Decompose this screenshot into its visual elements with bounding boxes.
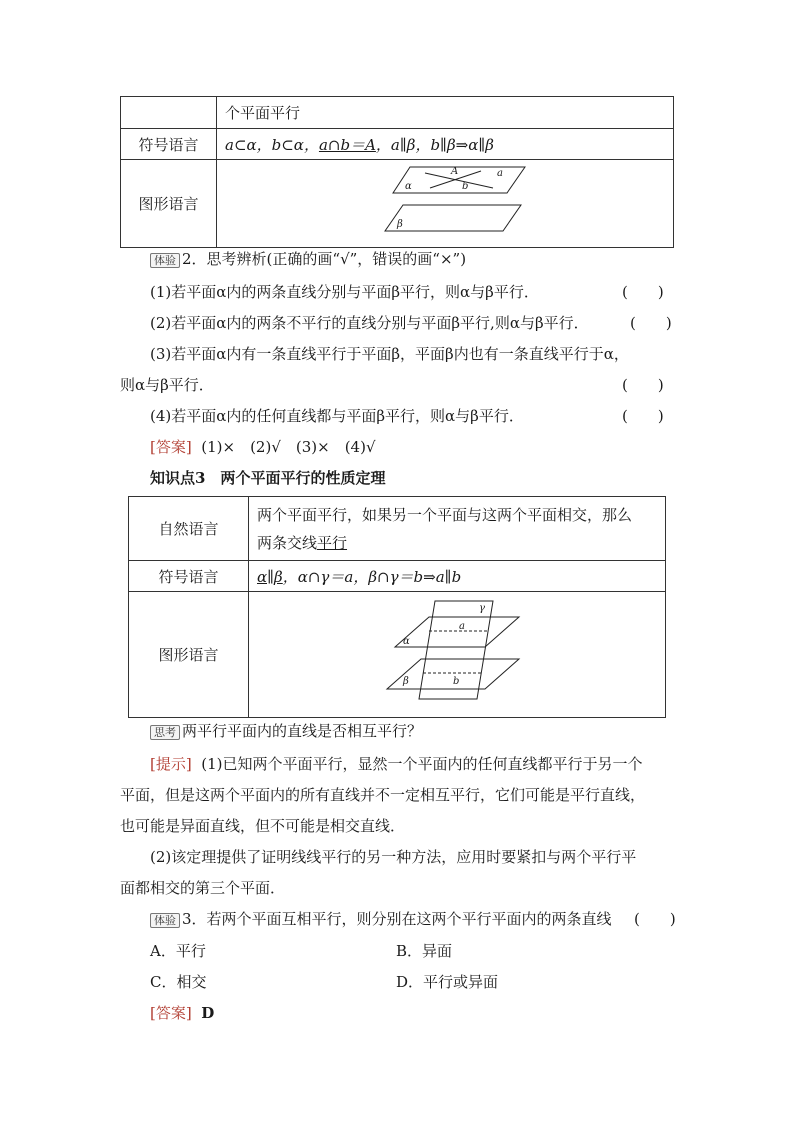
hint-text: (1)已知两个平面平行，显然一个平面内的任何直线都平行于另一个 xyxy=(201,755,643,773)
answer-text: (1)× (2)√ (3)× (4)√ xyxy=(201,438,376,456)
exercise-2-item-3-cont: 则α与β平行． xyxy=(120,376,214,394)
knowledge-point-3-title: 知识点3 两个平面平行的性质定理 xyxy=(150,469,386,487)
table-cell-natural xyxy=(249,497,666,561)
experience-badge: 体验 xyxy=(150,913,180,928)
hint-line-4: (2)该定理提供了证明线线平行的另一种方法，应用时要紧扣与两个平行平 xyxy=(150,848,637,866)
exercise-2-item-1: (1)若平面α内的两条直线分别与平面β平行，则α与β平行． xyxy=(150,283,539,301)
option-c: C．相交 xyxy=(150,973,207,991)
table-label-figure: 图形语言 xyxy=(121,160,217,248)
answer-paren-2: ( ) xyxy=(630,314,672,332)
exercise-2-item-2: (2)若平面α内的两条不平行的直线分别与平面β平行,则α与β平行． xyxy=(150,314,589,332)
plane-beta xyxy=(385,205,521,231)
natural-line-1: 两个平面平行，如果另一个平面与这两个平面相交，那么 xyxy=(257,505,633,524)
table-planes-parallel-property xyxy=(128,496,666,718)
label-a: a xyxy=(459,620,465,632)
planes-diagram-2 xyxy=(257,593,657,713)
answer-paren-3: ( ) xyxy=(622,376,664,394)
exercise-2-title xyxy=(150,248,466,269)
planes-diagram-1 xyxy=(225,161,665,243)
table-cell-symbol xyxy=(249,561,666,592)
exercise-3-answer xyxy=(150,1002,214,1023)
answer-label: [答案] xyxy=(150,1004,192,1022)
hint-line-1 xyxy=(150,753,643,774)
exercise-2-item-3: (3)若平面α内有一条直线平行于平面β，平面β内也有一条直线平行于α， xyxy=(150,345,629,363)
hint-line-5: 面都相交的第三个平面． xyxy=(120,879,286,897)
hint-line-3: 也可能是异面直线，但不可能是相交直线． xyxy=(120,817,406,835)
label-alpha: α xyxy=(403,635,410,647)
plane-alpha xyxy=(395,617,519,647)
hint-line-2: 平面，但是这两个平面内的所有直线并不一定相互平行，它们可能是平行直线， xyxy=(120,786,646,804)
table-label-natural: 自然语言 xyxy=(129,497,249,561)
table-cell-symbol xyxy=(217,129,674,160)
symbol-part: a⊂α，b⊂α， xyxy=(225,135,319,154)
label-A: A xyxy=(451,165,459,177)
table-cell-figure xyxy=(249,592,666,718)
symbol-part: ，α∩γ＝a，β∩γ＝b⇒a∥b xyxy=(282,567,462,586)
table-label-figure: 图形语言 xyxy=(129,592,249,718)
experience-badge: 体验 xyxy=(150,253,180,268)
table-label-symbol: 符号语言 xyxy=(129,561,249,592)
answer-text: D xyxy=(201,1004,215,1022)
label-gamma: γ xyxy=(479,602,485,614)
natural-line-2-underlined: 平行 xyxy=(317,533,348,552)
think-question-text: 两平行平面内的直线是否相互平行？ xyxy=(182,722,423,740)
exercise-2-answer xyxy=(150,436,376,457)
table-planes-parallel-criterion xyxy=(120,96,674,248)
hint-label: [提示] xyxy=(150,755,192,773)
table-cell-figure xyxy=(217,160,674,248)
table-cell-empty xyxy=(121,97,217,129)
option-d: D．平行或异面 xyxy=(396,973,499,991)
think-badge: 思考 xyxy=(150,725,180,740)
symbol-underlined: α∥β xyxy=(257,567,283,586)
natural-line-2-text: 两条交线 xyxy=(257,533,318,552)
answer-paren-5: ( ) xyxy=(634,910,676,928)
exercise-3-question-text: 3．若两个平面互相平行，则分别在这两个平行平面内的两条直线 xyxy=(182,910,612,928)
option-a: A．平行 xyxy=(150,942,206,960)
label-beta: β xyxy=(397,218,403,230)
answer-paren-1: ( ) xyxy=(622,283,664,301)
exercise-2-item-4: (4)若平面α内的任何直线都与平面β平行，则α与β平行． xyxy=(150,407,524,425)
label-a: a xyxy=(497,167,503,179)
answer-paren-4: ( ) xyxy=(622,407,664,425)
label-alpha: α xyxy=(405,180,412,192)
think-question xyxy=(150,720,422,741)
symbol-underlined: a∩b＝A xyxy=(318,135,376,154)
table-label-symbol: 符号语言 xyxy=(121,129,217,160)
label-b: b xyxy=(462,180,469,192)
label-b: b xyxy=(453,675,460,687)
exercise-2-title-text: 2．思考辨析(正确的画“√”，错误的画“×”) xyxy=(182,250,467,268)
natural-line-2 xyxy=(257,529,657,557)
table-cell-natural-continued: 个平面平行 xyxy=(217,97,674,129)
exercise-3-question xyxy=(150,908,612,929)
label-beta: β xyxy=(403,675,409,687)
answer-label: [答案] xyxy=(150,438,192,456)
option-b: B．异面 xyxy=(396,942,453,960)
symbol-part: ，a∥β，b∥β⇒α∥β xyxy=(375,135,494,154)
